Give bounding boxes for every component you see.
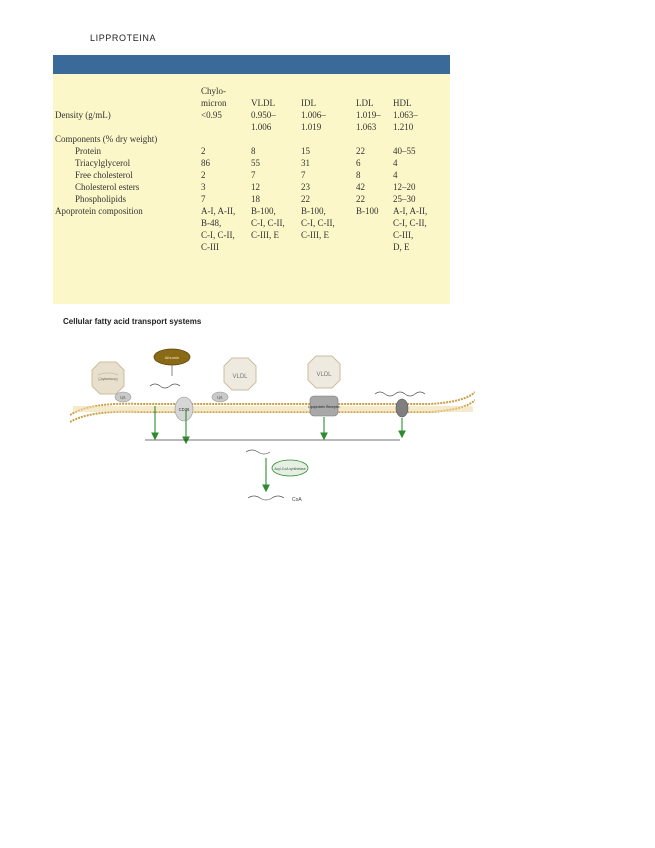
albumin-label: Albumin — [164, 355, 180, 360]
table-cell: 7 — [251, 170, 256, 180]
vldl-label: VLDL — [316, 372, 332, 378]
table-cell: 15 — [301, 146, 310, 156]
table-row — [53, 241, 450, 253]
table-cell: C-I, C-II, — [251, 218, 285, 228]
table-cell: A-I, A-II, — [201, 206, 236, 216]
table-cell: 55 — [251, 158, 260, 168]
table-row — [53, 157, 450, 169]
row-label: Density (g/mL) — [55, 110, 111, 120]
table-cell: 22 — [356, 194, 365, 204]
table-cell: 3 — [201, 182, 206, 192]
table-cell: 1.006 — [251, 122, 272, 132]
chylomicron-label: Chylomicron — [98, 377, 118, 381]
table-row — [53, 181, 450, 193]
table-cell: 22 — [356, 146, 365, 156]
table-cell: 1.019– — [356, 110, 381, 120]
table-body — [53, 85, 450, 253]
table-cell: 7 — [301, 170, 306, 180]
fatty-acid-transport-diagram — [70, 340, 475, 510]
coa-label: CoA — [292, 497, 302, 503]
table-cell: 4 — [393, 170, 398, 180]
table-cell: D, E — [393, 242, 410, 252]
table-cell: 1.006– — [301, 110, 326, 120]
table-cell: 31 — [301, 158, 310, 168]
table-row — [53, 229, 450, 241]
table-cell: 2 — [201, 170, 206, 180]
column-header-row — [53, 85, 450, 97]
transport-protein — [396, 399, 408, 417]
row-label: Protein — [75, 146, 101, 156]
table-cell: 25–30 — [393, 194, 416, 204]
table-row — [53, 109, 450, 121]
table-row — [53, 205, 450, 217]
row-label: Components (% dry weight) — [55, 134, 158, 144]
table-row — [53, 169, 450, 181]
table-cell: 0.950– — [251, 110, 276, 120]
table-cell: 6 — [356, 158, 361, 168]
figure-title: Cellular fatty acid transport systems — [63, 317, 202, 326]
lpl-label: LpL — [217, 395, 223, 400]
table-cell: 1.019 — [301, 122, 322, 132]
column-header: micron — [201, 98, 227, 108]
table-cell: 8 — [251, 146, 256, 156]
table-cell: 4 — [393, 158, 398, 168]
column-header: Chylo- — [201, 86, 227, 96]
table-cell: 1.063 — [356, 122, 377, 132]
lipoprotein-table — [53, 55, 450, 304]
row-label: Cholesterol esters — [75, 182, 140, 192]
table-cell: B-100 — [356, 206, 379, 216]
row-label: Phospholipids — [75, 194, 127, 204]
table-cell: 40–55 — [393, 146, 416, 156]
row-label: Apoprotein composition — [55, 206, 143, 216]
table-cell: C-I, C-II, — [201, 230, 235, 240]
membrane-core — [73, 406, 473, 412]
table-cell: 12 — [251, 182, 260, 192]
vldl-label: VLDL — [232, 374, 248, 380]
table-cell: 23 — [301, 182, 310, 192]
table-cell: A-I, A-II, — [393, 206, 428, 216]
table-row — [53, 217, 450, 229]
table-cell: C-III — [201, 242, 219, 252]
table-cell: 12–20 — [393, 182, 416, 192]
table-cell: B-48, — [201, 218, 222, 228]
fatty-acid-chain — [150, 384, 180, 388]
receptor-label: Lipoprotein Receptor — [308, 405, 340, 409]
cd36-label: CD36 — [178, 407, 190, 412]
table-cell: 22 — [301, 194, 310, 204]
fatty-acid-chain — [246, 450, 270, 454]
table-cell: C-I, C-II, — [301, 218, 335, 228]
table-cell: 8 — [356, 170, 361, 180]
transport-arrows — [152, 406, 405, 491]
table-cell: 1.063– — [393, 110, 418, 120]
table-cell: 86 — [201, 158, 210, 168]
table-cell: C-III, — [393, 230, 414, 240]
table-row — [53, 145, 450, 157]
table-cell: 18 — [251, 194, 260, 204]
table-cell: B-100, — [251, 206, 276, 216]
column-header: IDL — [301, 98, 316, 108]
table-cell: B-100, — [301, 206, 326, 216]
table-cell: 42 — [356, 182, 365, 192]
table-row — [53, 133, 450, 145]
table-row — [53, 121, 450, 133]
lpl-label: LpL — [120, 395, 126, 400]
table-cell: 7 — [201, 194, 206, 204]
acyl-coa-chain — [248, 496, 284, 500]
table-header-band — [53, 55, 450, 74]
table-cell: C-III, E — [251, 230, 279, 240]
table-cell: 1.210 — [393, 122, 414, 132]
table-cell: C-III, E — [301, 230, 329, 240]
column-header: VLDL — [251, 98, 275, 108]
table-cell: <0.95 — [201, 110, 222, 120]
column-header-row — [53, 97, 450, 109]
fatty-acid-chain — [375, 392, 425, 396]
row-label: Free cholesterol — [75, 170, 133, 180]
table-cell: C-I, C-II, — [393, 218, 427, 228]
table-row — [53, 193, 450, 205]
page-heading: LIPPROTEINA — [90, 33, 157, 43]
acyl-coa-label: Acyl-CoA synthetase — [274, 467, 306, 471]
column-header: LDL — [356, 98, 374, 108]
column-header: HDL — [393, 98, 412, 108]
table-cell: 2 — [201, 146, 206, 156]
row-label: Triacylglycerol — [75, 158, 131, 168]
